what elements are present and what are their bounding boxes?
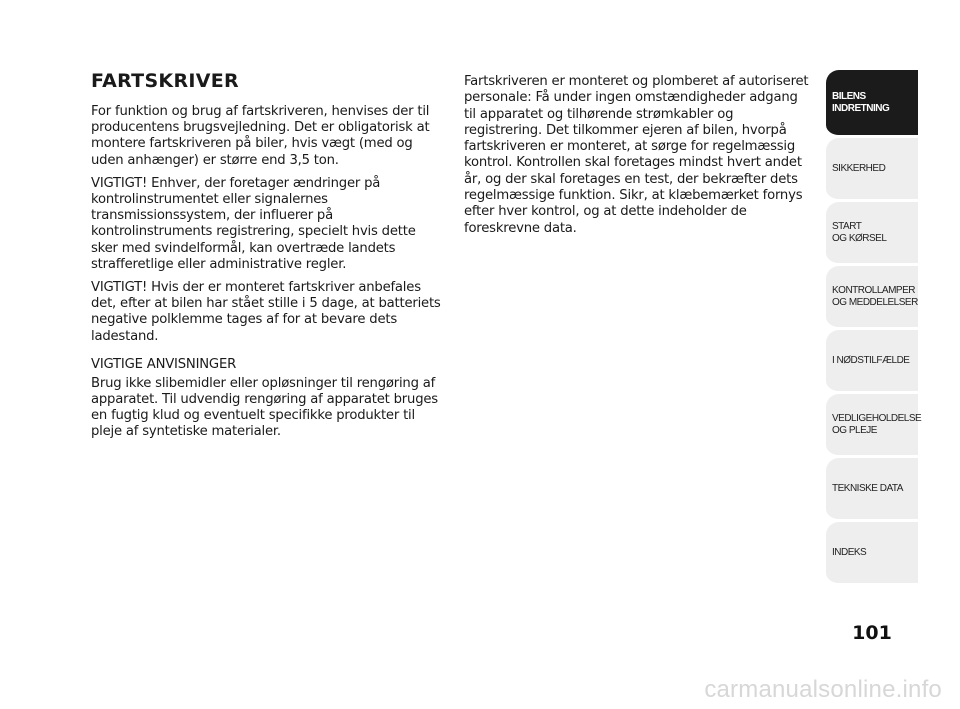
left-column <box>91 70 443 448</box>
page-title: FARTSKRIVER <box>91 70 239 92</box>
tab-sikkerhed[interactable] <box>826 138 918 202</box>
body-paragraph-right: Fartskriveren er monteret og plomberet af autoriseret personale: Få under ingen omstændigheder adgang til apparatet og tilhørende strømkabler og registrering. Det tilkommer ejeren af bilen, hvorpå fartskriveren er monteret, at sørge for regelmæssig kontrol. Kontrollen skal foretages mindst hvert andet år, og der skal foretages en test, der bekræfter dets regelmæssige funktion. Sikr, at klæbemærket fornys efter hver kontrol, og at dette indeholder de foreskrevne data. <box>464 74 809 236</box>
page-number: 101 <box>852 622 892 644</box>
tab-indeks[interactable] <box>826 522 918 586</box>
tab-label: I NØDSTILFÆLDE <box>832 354 910 366</box>
tab-start-og-korsel[interactable] <box>826 202 918 266</box>
body-paragraph-warning-1: VIGTIGT! Enhver, der foretager ændringer på kontrolinstrumentet eller signalernes transmissionssystem, der influerer på kontrolinstruments registrering, specielt hvis dette sker med svindelformål, kan overtræde landets strafferetlige eller administrative regler. <box>91 175 416 272</box>
tab-i-nodstilfaelde[interactable] <box>826 330 918 394</box>
tab-label: INDEKS <box>832 546 867 558</box>
body-paragraph-warning-2: VIGTIGT! Hvis der er monteret fartskriver anbefales det, efter at bilen har stået stille i 5 dage, at batteriets negative polklemme tages af for at bevare dets ladestand. <box>91 280 441 344</box>
body-paragraph-instructions: Brug ikke slibemidler eller opløsninger til rengøring af apparatet. Til udvendig rengøring af apparatet bruges en fugtig klud og eventuelt specifikke produkter til pleje af syntetiske materialer. <box>91 375 438 440</box>
tab-bilens-indretning[interactable] <box>826 70 918 138</box>
tab-label: SIKKERHED <box>832 162 886 174</box>
chapter-tabs <box>826 70 922 586</box>
right-column <box>464 74 809 244</box>
tab-label: TEKNISKE DATA <box>832 482 903 494</box>
tab-kontrollamper[interactable] <box>826 266 918 330</box>
tab-label: VEDLIGEHOLDELSE OG PLEJE <box>832 412 922 436</box>
tab-tekniske-data[interactable] <box>826 458 918 522</box>
subheading: VIGTIGE ANVISNINGER <box>91 356 237 372</box>
body-paragraph-intro: For funktion og brug af fartskriveren, henvises der til producentens brugsvejledning. Det er obligatorisk at montere fartskriveren på biler, hvis vægt (med og uden anhænger) er større end 3,5 ton. <box>91 104 430 168</box>
tab-label: START OG KØRSEL <box>832 220 887 244</box>
tab-label: KONTROLLAMPER OG MEDDELELSER <box>832 284 918 308</box>
watermark: carmanualsonline.info <box>704 676 942 703</box>
tab-vedligeholdelse[interactable] <box>826 394 922 458</box>
tab-label: BILENS INDRETNING <box>832 90 890 114</box>
